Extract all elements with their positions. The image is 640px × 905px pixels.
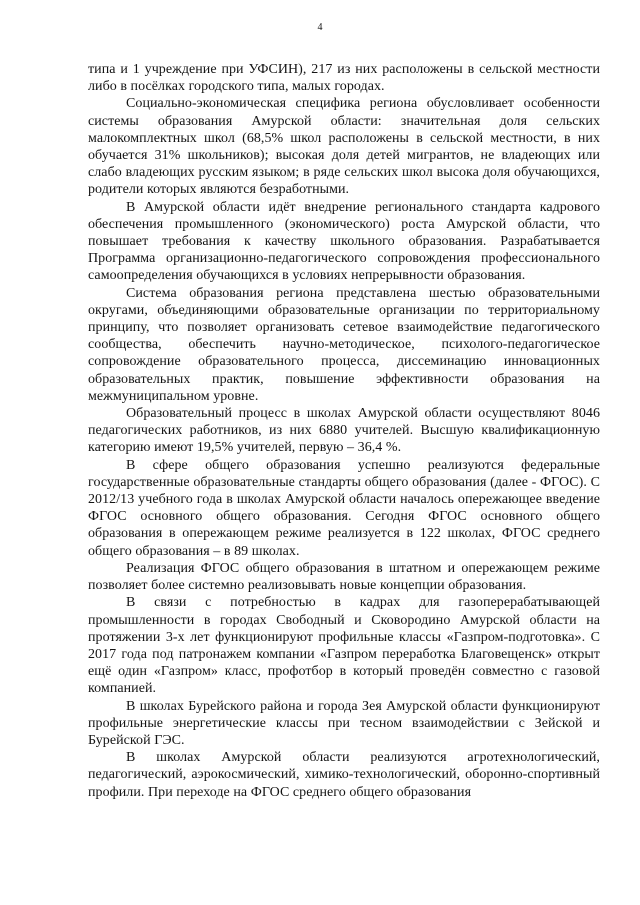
paragraph-10: В школах Амурской области реализуются агротехнологический, педагогический, аэрокосмический, химико-технологический, оборонно-спортивный профили. При переходе на ФГОС среднего общего образования (88, 750, 600, 800)
paragraph-7: Реализация ФГОС общего образования в штатном и опережающем режиме позволяет более системно реализовывать новые концепции образования. (88, 560, 600, 594)
paragraph-1: типа и 1 учреждение при УФСИН), 217 из них расположены в сельской местности либо в посёлках городского типа, малых городах. (88, 62, 600, 95)
paragraph-5: Образовательный процесс в школах Амурской области осуществляют 8046 педагогических работников, из них 6880 учителей. Высшую квалификационную категорию имеют 19,5% учителей, первую – 36,4 %. (88, 406, 600, 456)
paragraph-4: Система образования региона представлена шестью образовательными округами, объединяющими образовательные организации по территориальному принципу, что позволяет организовать сетевое взаимодействие педагогического сообщества, обеспечить научно-методическое, психолого-педагогическое сопровождение образовательного процесса, диссеминацию инновационных образовательных практик, повышение эффективности образования на межмуниципальном уровне. (88, 285, 600, 404)
paragraph-3: В Амурской области идёт внедрение регионального стандарта кадрового обеспечения промышленного (экономического) роста Амурской области, что повышает требования к качеству школьного образования. Разрабатывается Программа организационно-педагогического сопровождения профессионального самоопределения обучающихся в условиях непрерывности образования. (88, 199, 600, 284)
paragraph-6: В сфере общего образования успешно реализуются федеральные государственные образовательные стандарты общего образования (далее - ФГОС). С 2012/13 учебного года в школах Амурской области началось опережающее введение ФГОС основного общего образования. Сегодня ФГОС основного общего образования в опережающем режиме реализуется в 122 школах, ФГОС среднего общего образования – в 89 школах. (88, 457, 600, 559)
page-number: 4 (317, 22, 323, 33)
paragraph-9: В школах Бурейского района и города Зея Амурской области функционируют профильные энергетические классы при тесном взаимодействии с Зейской и Бурейской ГЭС. (88, 698, 600, 748)
document-body (88, 61, 600, 801)
paragraph-8: В связи с потребностью в кадрах для газоперерабатывающей промышленности в городах Свободный и Сковородино Амурской области на протяжении 3-х лет функционируют профильные классы «Газпром-подготовка». С 2017 года под патронажем компании «Газпром переработка Благовещенск» открыт ещё один «Газпром» класс, профотбор в который проведён совместно с газовой компанией. (88, 595, 600, 697)
paragraph-2: Социально-экономическая специфика региона обусловливает особенности системы образования Амурской области: значительная доля сельских малокомплектных школ (68,5% школ расположены в сельской местности, в них обучается 31% школьников); высокая доля детей мигрантов, не владеющих или слабо владеющих русским языком; в ряде сельских школ высока доля обучающихся, родители которых являются безработными. (88, 96, 600, 198)
